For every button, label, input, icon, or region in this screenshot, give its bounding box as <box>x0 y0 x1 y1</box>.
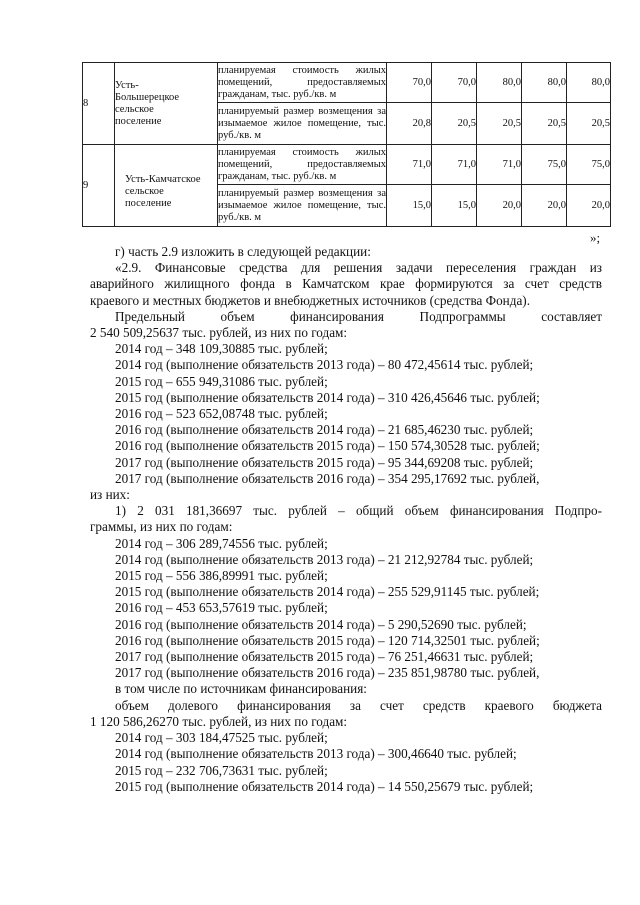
paragraph-line: 2017 год (выполнение обязательств 2016 года) – 235 851,98780 тыс. рублей, <box>115 665 540 681</box>
housing-cost-table <box>82 62 611 227</box>
indicator-description: планируемая стоимость жилых помещений, предоставляемых гражданам, тыс. руб./кв. м <box>218 63 387 103</box>
paragraph-line: краевого и местных бюджетов и внебюджетных источников (средства Фонда). <box>90 292 530 308</box>
paragraph-line: 2016 год (выполнение обязательств 2014 года) – 21 685,46230 тыс. рублей; <box>115 422 534 438</box>
table-cell: 15,0 <box>432 185 477 227</box>
paragraph-line: 2016 год (выполнение обязательств 2015 года) – 120 714,32501 тыс. рублей; <box>115 632 540 648</box>
paragraph-line: 2014 год – 303 184,47525 тыс. рублей; <box>115 730 328 746</box>
paragraph-line: 2014 год (выполнение обязательств 2013 года) – 80 472,45614 тыс. рублей; <box>115 357 534 373</box>
settlement-name-line: сельское <box>115 103 154 115</box>
body-text <box>90 244 602 795</box>
settlement-name-line: сельское <box>125 185 164 197</box>
table-cell: 20,0 <box>477 185 522 227</box>
table-cell: 15,0 <box>387 185 432 227</box>
paragraph-line: объем долевого финансирования за счет средств краевого бюджета <box>115 697 602 713</box>
paragraph-line: 2014 год (выполнение обязательств 2013 года) – 300,46640 тыс. рублей; <box>115 746 517 762</box>
table-cell: 70,0 <box>387 63 432 103</box>
paragraph-line: 2015 год (выполнение обязательств 2014 года) – 310 426,45646 тыс. рублей; <box>115 389 540 405</box>
table-cell: 75,0 <box>567 145 611 185</box>
table-cell: 20,0 <box>567 185 611 227</box>
paragraph-line: в том числе по источникам финансирования: <box>115 681 367 697</box>
paragraph-line: 2015 год – 232 706,73631 тыс. рублей; <box>115 762 328 778</box>
paragraph-line: «2.9. Финансовые средства для решения задачи переселения граждан из <box>115 260 602 276</box>
table-cell: 20,5 <box>522 103 567 145</box>
table-cell: 71,0 <box>432 145 477 185</box>
paragraph-line: 2015 год – 556 386,89991 тыс. рублей; <box>115 568 328 584</box>
table-cell: 20,5 <box>432 103 477 145</box>
paragraph-line: 2017 год (выполнение обязательств 2015 года) – 95 344,69208 тыс. рублей; <box>115 454 534 470</box>
paragraph-line: 1 120 586,26270 тыс. рублей, из них по годам: <box>90 713 348 729</box>
paragraph-line: 1) 2 031 181,36697 тыс. рублей – общий объем финансирования Подпро- <box>115 503 602 519</box>
row-number: 8 <box>83 63 115 145</box>
settlement-name-line: поселение <box>115 115 162 127</box>
paragraph-line: 2016 год (выполнение обязательств 2015 года) – 150 574,30528 тыс. рублей; <box>115 438 540 454</box>
paragraph-line: 2014 год – 306 289,74556 тыс. рублей; <box>115 535 328 551</box>
row-number: 9 <box>83 145 115 227</box>
indicator-description: планируемый размер возмещения за изымаемое жилое помещение, тыс. руб./кв. м <box>218 185 387 227</box>
paragraph-line: 2015 год – 655 949,31086 тыс. рублей; <box>115 373 328 389</box>
paragraph-line: 2017 год (выполнение обязательств 2015 года) – 76 251,46631 тыс. рублей; <box>115 649 534 665</box>
table-row <box>83 145 611 185</box>
table-row <box>83 63 611 103</box>
paragraph-line: граммы, из них по годам: <box>90 519 233 535</box>
paragraph-line: 2015 год (выполнение обязательств 2014 года) – 255 529,91145 тыс. рублей; <box>115 584 540 600</box>
paragraph-line: г) часть 2.9 изложить в следующей редакции: <box>115 244 371 259</box>
settlement-name-line: поселение <box>125 197 172 209</box>
paragraph-line: 2017 год (выполнение обязательств 2016 года) – 354 295,17692 тыс. рублей, <box>115 470 540 486</box>
settlement-name <box>115 145 218 227</box>
paragraph-line: аварийного жилищного фонда в Камчатском крае формируются за счет средств <box>90 276 602 292</box>
table-cell: 75,0 <box>522 145 567 185</box>
table-cell: 20,5 <box>567 103 611 145</box>
settlement-name <box>115 63 218 145</box>
table-cell: 80,0 <box>522 63 567 103</box>
indicator-description: планируемый размер возмещения за изымаемое жилое помещение, тыс. руб./кв. м <box>218 103 387 145</box>
paragraph-line: 2014 год – 348 109,30885 тыс. рублей; <box>115 341 328 357</box>
table-cell: 80,0 <box>567 63 611 103</box>
paragraph-line: 2016 год – 453 653,57619 тыс. рублей; <box>115 600 328 616</box>
table-cell: 71,0 <box>387 145 432 185</box>
paragraph-line: 2016 год (выполнение обязательств 2014 года) – 5 290,52690 тыс. рублей; <box>115 616 527 632</box>
settlement-name-line: Усть-Камчатское <box>125 173 201 185</box>
paragraph-line: 2015 год (выполнение обязательств 2014 года) – 14 550,25679 тыс. рублей; <box>115 778 534 794</box>
closing-quote: »; <box>590 230 601 245</box>
paragraph-line: 2 540 509,25637 тыс. рублей, из них по годам: <box>90 325 348 341</box>
settlement-name-line: Большерецкое <box>115 91 180 103</box>
table-cell: 20,8 <box>387 103 432 145</box>
paragraph-line: 2014 год (выполнение обязательств 2013 года) – 21 212,92784 тыс. рублей; <box>115 551 534 567</box>
paragraph-line: Предельный объем финансирования Подпрограммы составляет <box>115 308 602 324</box>
table-cell: 71,0 <box>477 145 522 185</box>
table-cell: 70,0 <box>432 63 477 103</box>
table-cell: 20,5 <box>477 103 522 145</box>
table-cell: 80,0 <box>477 63 522 103</box>
paragraph-line: 2016 год – 523 652,08748 тыс. рублей; <box>115 406 328 422</box>
settlement-name-line: Усть- <box>115 79 139 91</box>
indicator-description: планируемая стоимость жилых помещений, предоставляемых гражданам, тыс. руб./кв. м <box>218 145 387 185</box>
paragraph-line: из них: <box>90 487 130 503</box>
table-cell: 20,0 <box>522 185 567 227</box>
